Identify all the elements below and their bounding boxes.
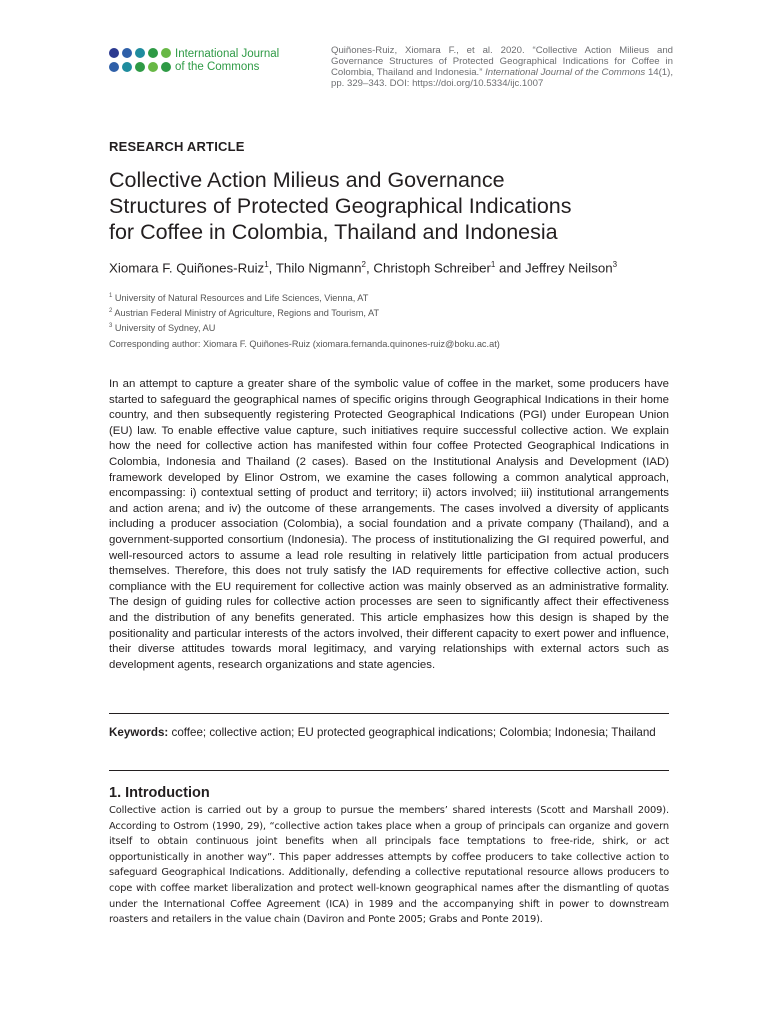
- divider: [109, 713, 669, 714]
- logo-dot: [135, 62, 145, 72]
- affiliation: [109, 293, 669, 303]
- author-separator: ,: [268, 260, 276, 276]
- logo-dot: [109, 62, 119, 72]
- logo-dot: [161, 62, 171, 72]
- logo-dot: [122, 62, 132, 72]
- keywords: [109, 725, 669, 740]
- affiliation-text: University of Sydney, AU: [114, 323, 216, 334]
- author-separator: ,: [366, 260, 374, 276]
- logo-dot: [161, 48, 171, 58]
- citation-journal: International Journal of the Commons: [485, 67, 646, 78]
- logo-dots-icon: [109, 46, 171, 76]
- author-name: Jeffrey Neilson: [524, 260, 613, 276]
- logo-dot: [122, 48, 132, 58]
- corresponding-author: Corresponding author: Xiomara F. Quiñones-Ruiz (xiomara.fernanda.quinones-ruiz@boku.ac.at): [109, 339, 500, 349]
- section-heading: 1. Introduction: [109, 785, 210, 801]
- title-line: Collective Action Milieus and Governance: [109, 168, 505, 192]
- abstract: In an attempt to capture a greater share of the symbolic value of coffee in the market, some producers have started to safeguard the geographical names of specific origins through Geographical Indications in their home country, and then subsequently registering Protected Geographical Indications (PGI) under European Union (EU) law. To enable effective value capture, such initiatives require successful collective action. We explain how the need for collective action has manifested within four coffee Protected Geographical Indications in Colombia, Indonesia and Thailand (2 cases). Based on the Institutional Analysis and Development (IAD) framework developed by Elinor Ostrom, we examine the cases following a common analytical approach, encompassing: i) contextual setting of product and territory; ii) actors involved; iii) institutional arrangements and action arena; and iv) the outcome of these arrangements. The cases involved a diversity of applicants including a producer association (Colombia), a social foundation and a private company (Thailand), and a government-supported consortium (Indonesia). The process of institutionalizing the GI required powerful, and well-resourced actors to assume a lead role resulting in relatively little participation from actual producers themselves. Therefore, this does not truly satisfy the IAD requirements for effective collective action, such compliance with the EU requirement for collective action was mainly observed as an administrative formality. The design of guiding rules for collective action processes are seen to significantly affect their effectiveness and the distribution of any benefits generated. This article emphasizes how this design is shaped by the positionality and particular interests of the actors involved, their different capacity to exert power and influence, their diverse attitudes towards moral legitimacy, and varying relationships with external actors such as development agents, research organizations and state agencies.: [109, 378, 669, 671]
- divider: [109, 770, 669, 771]
- logo-dot: [148, 48, 158, 58]
- journal-name: [175, 48, 279, 74]
- author-affil-mark: 2: [361, 260, 366, 269]
- affiliation: [109, 308, 669, 318]
- article-title: [109, 167, 669, 245]
- author-affil-mark: 3: [612, 260, 618, 269]
- citation-main: Quiñones-Ruiz, Xiomara F., et al. 2020. “Collective Action Milieus and Governance Structures of Protected Geographical Indications for Coffee in Colombia, Thailand and Indonesia.”: [331, 45, 673, 78]
- author-name: Thilo Nigmann: [275, 260, 362, 276]
- keywords-label: Keywords:: [109, 726, 169, 739]
- affiliation-text: Austrian Federal Ministry of Agriculture, Regions and Tourism, AT: [114, 308, 380, 319]
- logo-dot: [109, 48, 119, 58]
- citation: [331, 45, 673, 89]
- affiliation: [109, 323, 669, 333]
- logo-dot: [148, 62, 158, 72]
- title-line: Structures of Protected Geographical Indications: [109, 194, 572, 218]
- journal-name-line: International Journal: [175, 48, 280, 60]
- intro-paragraph: Collective action is carried out by a group to pursue the members’ shared interests (Scott and Marshall 2009). According to Ostrom (1990, 29), “collective action takes place when a group of principals can organize and govern itself to obtain continuous joint benefits when all principals face temptations to free-ride, shirk, or act opportunistically in another way”. This paper addresses attempts by coffee producers to take collective action to safeguard Geographical Indications. Additionally, defending a collective reputational resource allows producers to cope with coffee market liberalization and protect well-known geographical names after the dismantling of quotas under the International Coffee Agreement (ICA) in 1989 and the accompanying shift in power to downstream roasters and retailers in the value chain (Daviron and Ponte 2005; Grabs and Ponte 2019).: [109, 805, 669, 926]
- logo-dot: [135, 48, 145, 58]
- affiliation-text: University of Natural Resources and Life Sciences, Vienna, AT: [114, 293, 369, 304]
- title-line: for Coffee in Colombia, Thailand and Indonesia: [109, 220, 558, 244]
- article-type: RESEARCH ARTICLE: [109, 139, 245, 154]
- journal-name-line: of the Commons: [175, 61, 260, 73]
- author-list: [109, 257, 669, 276]
- citation-tail: 14(1), pp. 329–343. DOI: https://doi.org/10.5334/ijc.1007: [331, 67, 673, 89]
- author-affil-mark: 1: [490, 260, 496, 269]
- author-separator: and: [495, 260, 525, 276]
- journal-logo: [109, 46, 309, 76]
- author-name: Christoph Schreiber: [373, 260, 491, 276]
- affiliation-mark: 1: [109, 293, 113, 299]
- affiliation-mark: 2: [109, 308, 113, 314]
- affiliation-mark: 3: [109, 323, 113, 329]
- author-name: Xiomara F. Quiñones-Ruiz: [109, 260, 265, 276]
- author-affil-mark: 1: [264, 260, 269, 269]
- keywords-text: coffee; collective action; EU protected geographical indications; Colombia; Indonesia; Thailand: [171, 726, 656, 739]
